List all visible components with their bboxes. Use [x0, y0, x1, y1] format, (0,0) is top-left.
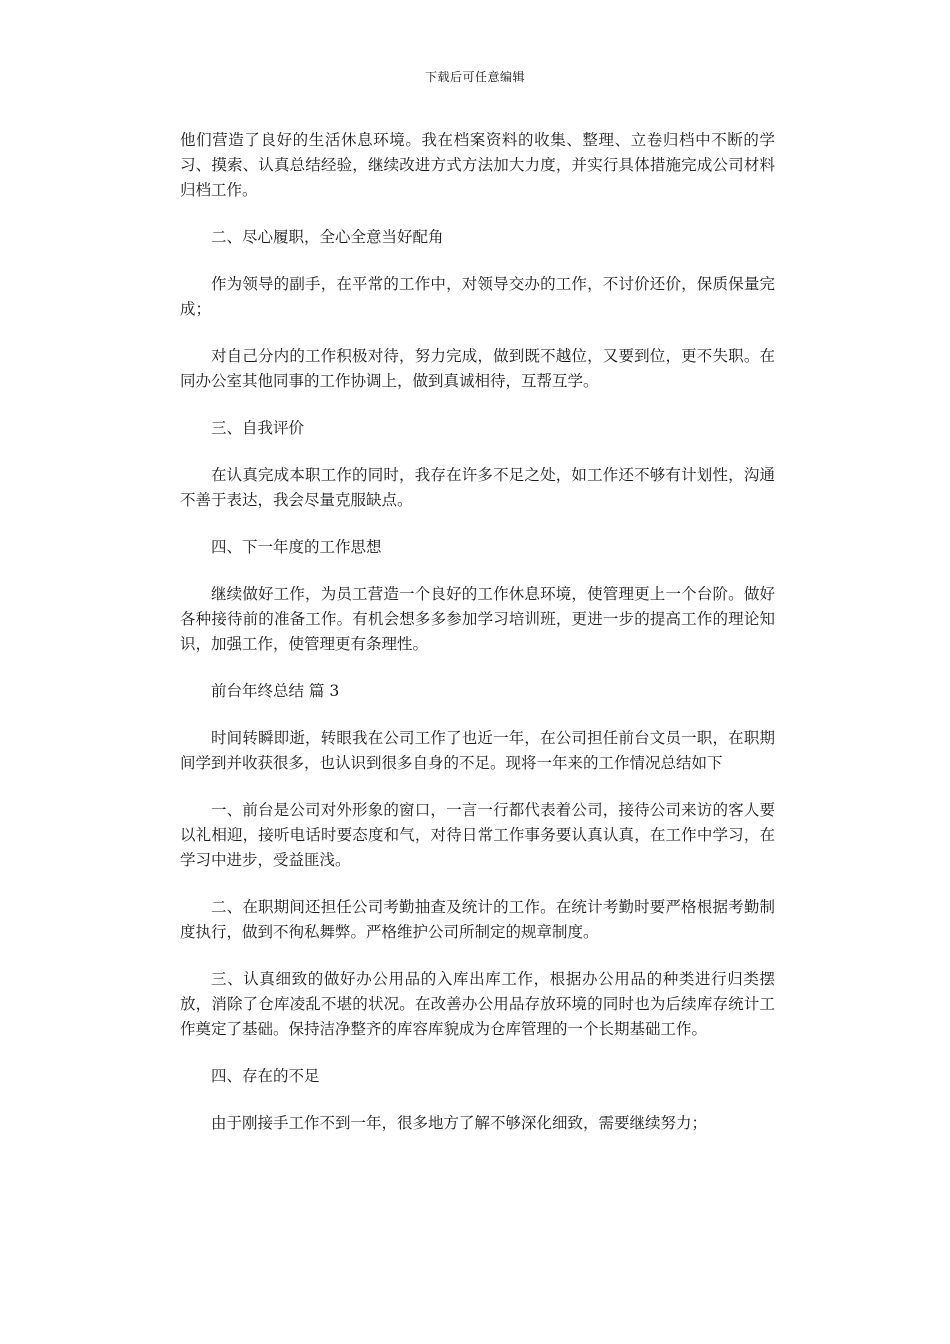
- section-heading-2: 二、尽心履职，全心全意当好配角: [211, 228, 444, 246]
- paragraph-continuation: 他们营造了良好的生活休息环境。我在档案资料的收集、整理、立卷归档中不断的学习、摸索、认真总结经验，继续改进方式方法加大力度，并实行具体措施完成公司材料归档工作。: [180, 131, 775, 199]
- paragraph: 三、认真细致的做好办公用品的入库出库工作，根据办公用品的种类进行归类摆放，消除了仓库凌乱不堪的状况。在改善办公用品存放环境的同时也为后续库存统计工作奠定了基础。保持洁净整齐的库容库貌成为仓库管理的一个长期基础工作。: [180, 970, 775, 1038]
- paragraph: 在认真完成本职工作的同时，我存在许多不足之处，如工作还不够有计划性，沟通不善于表达，我会尽量克服缺点。: [180, 466, 775, 509]
- paragraph: 由于刚接手工作不到一年，很多地方了解不够深化细致，需要继续努力；: [211, 1114, 708, 1132]
- paragraph: 时间转瞬即逝，转眼我在公司工作了也近一年，在公司担任前台文员一职，在职期间学到并收获很多，也认识到很多自身的不足。现将一年来的工作情况总结如下: [180, 729, 775, 772]
- paragraph: 作为领导的副手，在平常的工作中，对领导交办的工作，不讨价还价，保质保量完成；: [180, 275, 775, 318]
- paragraph: 一、前台是公司对外形象的窗口，一言一行都代表着公司，接待公司来访的客人要以礼相迎，接听电话时要态度和气，对待日常工作事务要认真认真，在工作中学习，在学习中进步，受益匪浅。: [180, 801, 775, 869]
- page-header: 下载后可任意编辑: [424, 70, 525, 84]
- section-heading-shortcomings: 四、存在的不足: [211, 1067, 320, 1085]
- section-heading-3: 三、自我评价: [211, 419, 305, 437]
- section-heading-4: 四、下一年度的工作思想: [211, 538, 382, 556]
- paragraph: 对自己分内的工作积极对待，努力完成，做到既不越位，又要到位，更不失职。在同办公室其他同事的工作协调上，做到真诚相待，互帮互学。: [180, 347, 775, 390]
- paragraph: 二、在职期间还担任公司考勤抽查及统计的工作。在统计考勤时要严格根据考勤制度执行，做到不徇私舞弊。严格维护公司所制定的规章制度。: [180, 898, 775, 941]
- article-title: 前台年终总结 篇 3: [211, 682, 340, 700]
- paragraph: 继续做好工作，为员工营造一个良好的工作休息环境，使管理更上一个台阶。做好各种接待前的准备工作。有机会想多多参加学习培训班，更进一步的提高工作的理论知识，加强工作，使管理更有条理性。: [180, 585, 775, 653]
- document-body: [180, 128, 775, 1158]
